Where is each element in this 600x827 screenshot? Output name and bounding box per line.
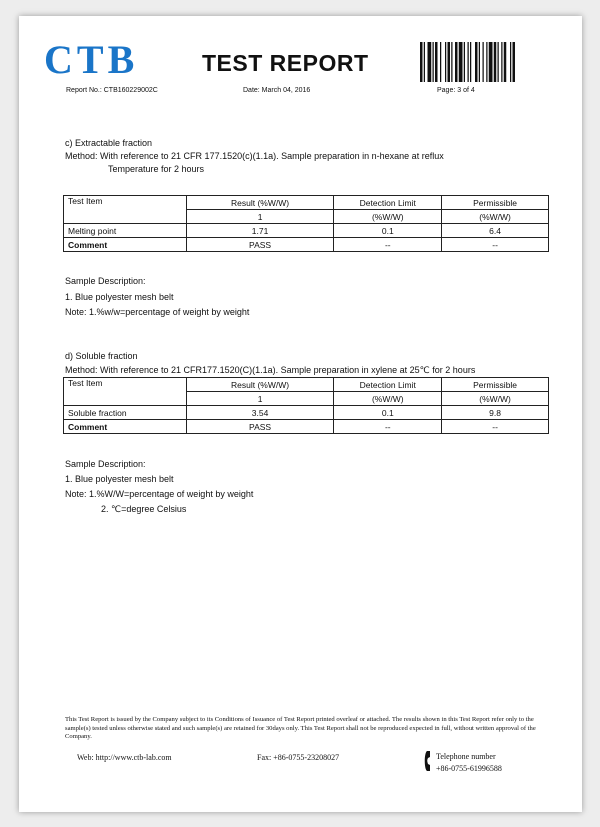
footer-fax: Fax: +86-0755-23208027 — [257, 753, 340, 762]
result-cell: 3.54 — [186, 406, 334, 420]
table-row — [64, 238, 549, 252]
sample-number: 1 — [186, 392, 334, 406]
header-detection: Detection Limit — [334, 196, 442, 210]
footer-web: Web: http://www.ctb-lab.com — [77, 753, 172, 762]
permissible-unit: (%W/W) — [442, 392, 549, 406]
item-cell: Melting point — [64, 224, 187, 238]
item-cell: Soluble fraction — [64, 406, 187, 420]
header-test-item: Test Item — [64, 196, 187, 224]
comment-label: Comment — [64, 238, 187, 252]
result-cell: 1.71 — [186, 224, 334, 238]
telephone-icon — [424, 751, 434, 771]
footer-telephone: +86-0755-61996588 — [436, 764, 502, 773]
table-row — [64, 420, 549, 434]
footer-telephone-label: Telephone number — [436, 752, 496, 761]
section-c-method: Method: With reference to 21 CFR 177.1520(c)(1.1a). Sample preparation in n-hexane at reflux — [65, 151, 444, 161]
detection-unit: (%W/W) — [334, 392, 442, 406]
table-header-row — [64, 378, 549, 392]
detection-cell: 0.1 — [334, 406, 442, 420]
report-number: Report No.: CTB160229002C — [66, 87, 158, 94]
comment-permissible: -- — [442, 420, 549, 434]
table-row — [64, 406, 549, 420]
section-c-heading: c) Extractable fraction — [65, 138, 153, 148]
header-permissible: Permissible — [442, 196, 549, 210]
comment-permissible: -- — [442, 238, 549, 252]
barcode-icon — [420, 42, 550, 82]
detection-cell: 0.1 — [334, 224, 442, 238]
permissible-unit: (%W/W) — [442, 210, 549, 224]
ctb-logo: CTB — [44, 37, 139, 82]
detection-unit: (%W/W) — [334, 210, 442, 224]
extractable-table — [63, 195, 549, 252]
report-title: TEST REPORT — [202, 50, 369, 76]
table-header-row — [64, 196, 549, 210]
sample-number: 1 — [186, 210, 334, 224]
header-result: Result (%W/W) — [186, 196, 334, 210]
sample-description-item: 1. Blue polyester mesh belt — [65, 292, 174, 302]
permissible-cell: 6.4 — [442, 224, 549, 238]
header-permissible: Permissible — [442, 378, 549, 392]
report-page — [19, 16, 582, 812]
header-detection: Detection Limit — [334, 378, 442, 392]
section-d-method: Method: With reference to 21 CFR177.1520(C)(1.1a). Sample preparation in xylene at 25℃ for 2 hours — [65, 365, 476, 375]
page-number: Page: 3 of 4 — [437, 87, 475, 94]
comment-result: PASS — [186, 420, 334, 434]
comment-result: PASS — [186, 238, 334, 252]
soluble-table — [63, 377, 549, 434]
section-c-method-cont: Temperature for 2 hours — [108, 164, 205, 174]
header-test-item: Test Item — [64, 378, 187, 406]
note-item-2: 2. ℃=degree Celsius — [101, 504, 187, 514]
permissible-cell: 9.8 — [442, 406, 549, 420]
sample-description-item: 1. Blue polyester mesh belt — [65, 474, 174, 484]
note-text: Note: 1.%w/w=percentage of weight by weight — [65, 307, 250, 317]
sample-description-label: Sample Description: — [65, 276, 146, 286]
footer-disclaimer: This Test Report is issued by the Company subject to its Conditions of Issuance of Test Report printed overleaf or attached. The results shown in this Test Report refer only to the sample(s) tested unless otherwise stated and such sample(s) are retained for 30days only. This Test Report shall not be reproduced expected in full, without written approval of the Company. — [65, 716, 536, 740]
header-result: Result (%W/W) — [186, 378, 334, 392]
section-d-heading: d) Soluble fraction — [65, 351, 138, 361]
note-text: Note: 1.%W/W=percentage of weight by weight — [65, 489, 254, 499]
comment-detection: -- — [334, 238, 442, 252]
comment-label: Comment — [64, 420, 187, 434]
comment-detection: -- — [334, 420, 442, 434]
table-row — [64, 224, 549, 238]
report-date: Date: March 04, 2016 — [243, 87, 311, 94]
sample-description-label: Sample Description: — [65, 459, 146, 469]
